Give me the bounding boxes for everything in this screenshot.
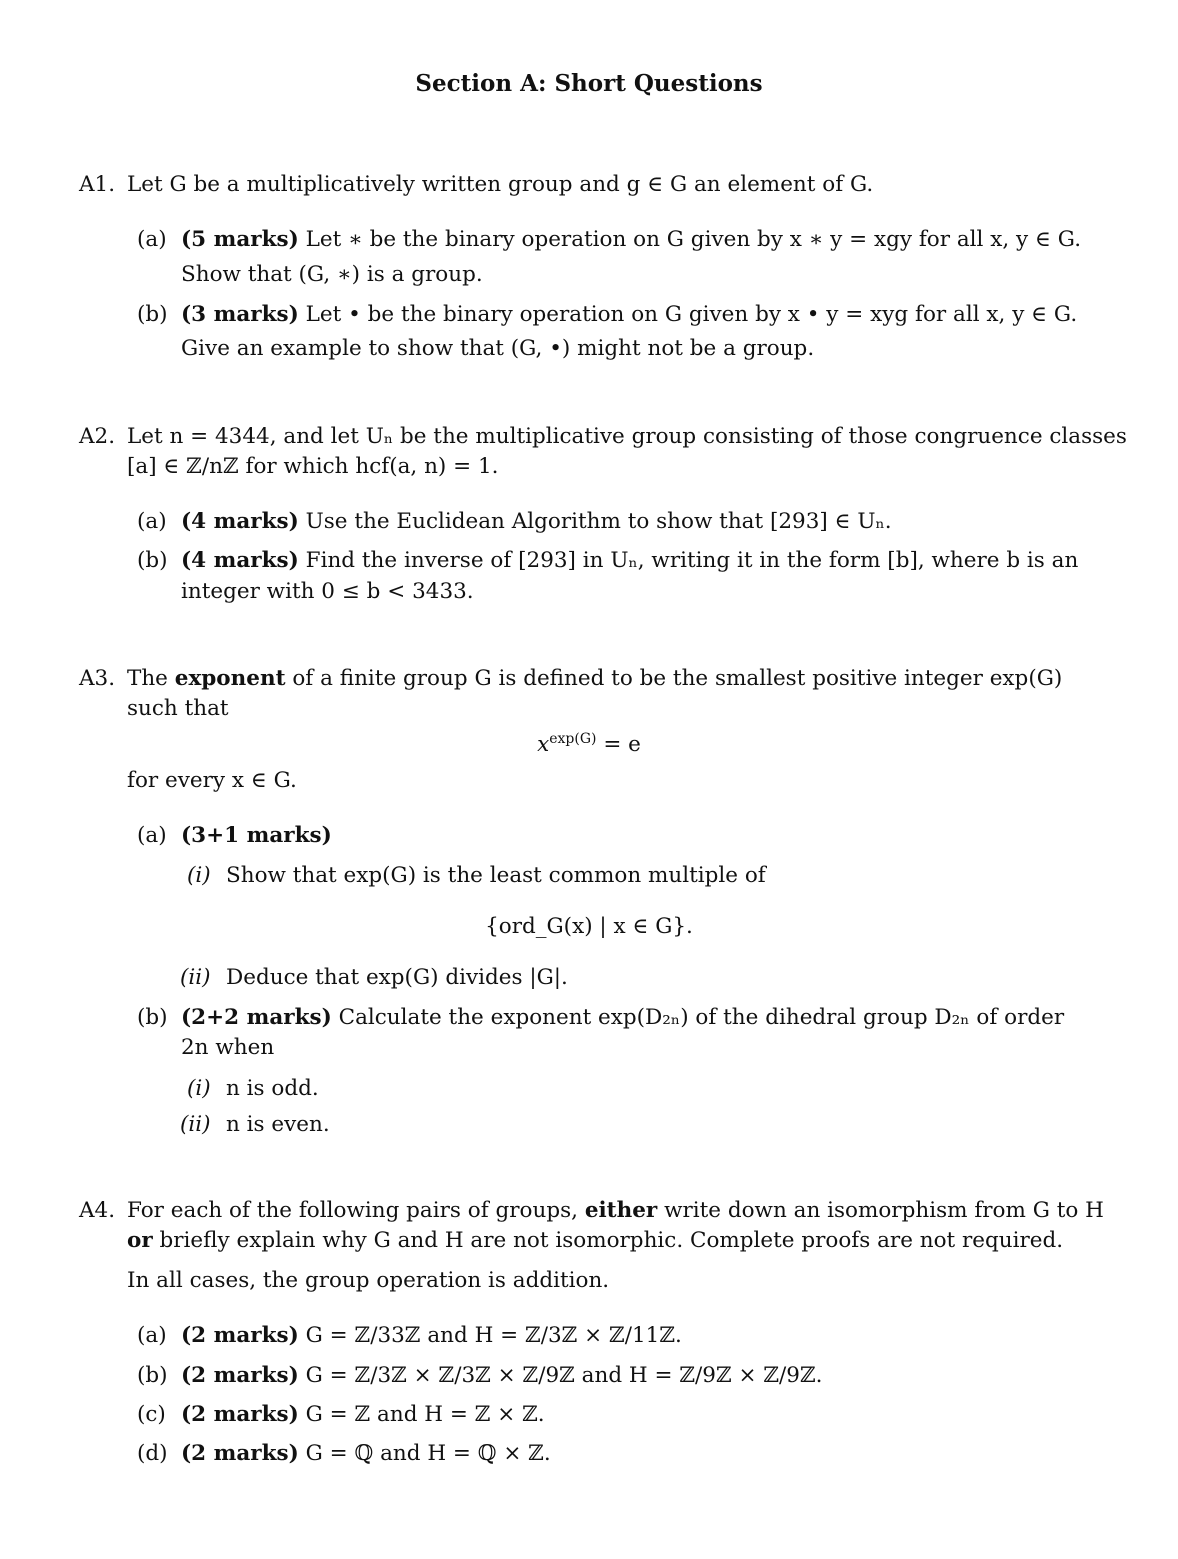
a4-item-text: G = ℤ/3ℤ × ℤ/3ℤ × ℤ/9ℤ and H = ℤ/9ℤ × ℤ/9ℤ. (305, 1363, 823, 1388)
a3-a-label: (a) (137, 823, 167, 848)
a1-b-marks: (3 marks) (181, 302, 299, 327)
a4-item (181, 1361, 823, 1391)
a4-item-label: (d) (137, 1441, 168, 1466)
a2-b-line1 (181, 546, 1078, 576)
a3-b-ii-text: n is even. (226, 1112, 330, 1137)
a4-item-marks: (2 marks) (181, 1402, 299, 1427)
a2-a-label: (a) (137, 509, 167, 534)
a3-exponent-formula (0, 724, 1178, 760)
a2-a-line1 (181, 507, 892, 537)
a2-b-line2: integer with 0 ≤ b < 3433. (181, 579, 474, 604)
a3-intro-line3: for every x ∈ G. (127, 768, 297, 793)
a1-b-label: (b) (137, 302, 168, 327)
a3-intro-post: of a finite group G is defined to be the smallest positive integer exp(G) (292, 666, 1063, 691)
a4-item-text: G = ℤ and H = ℤ × ℤ. (305, 1402, 545, 1427)
a4-item-marks: (2 marks) (181, 1323, 299, 1348)
a2-a-text: Use the Euclidean Algorithm to show that [293] ∈ Uₙ. (305, 509, 892, 534)
a3-intro-line2: such that (127, 696, 229, 721)
a4-item-marks: (2 marks) (181, 1363, 299, 1388)
a3-a-ii-label-text: (ii) (180, 965, 211, 990)
a4-item (181, 1321, 682, 1351)
a3-a-i-label (187, 861, 211, 891)
a4-intro-line2-text: briefly explain why G and H are not isomorphic. Complete proofs are not required. (159, 1228, 1064, 1253)
question-number-a1: A1. (79, 172, 116, 197)
a1-b-text: Let • be the binary operation on G given by x • y = xyg for all x, y ∈ G. (305, 302, 1078, 327)
a4-item-marks: (2 marks) (181, 1441, 299, 1466)
a1-a-line1 (181, 225, 1081, 255)
a3-a-i-label-text: (i) (187, 863, 211, 888)
a4-intro-line3: In all cases, the group operation is addition. (127, 1268, 610, 1293)
a3-b-text: Calculate the exponent exp(D₂ₙ) of the dihedral group D₂ₙ of order (338, 1005, 1065, 1030)
a4-intro-line2 (127, 1226, 1063, 1256)
a2-intro-line2: [a] ∈ ℤ/nℤ for which hcf(a, n) = 1. (127, 454, 499, 479)
a1-intro: Let G be a multiplicatively written group and g ∈ G an element of G. (127, 172, 874, 197)
a3-a-marks (181, 821, 332, 851)
question-number-a2: A2. (79, 424, 116, 449)
a2-b-marks: (4 marks) (181, 548, 299, 573)
a4-intro-pre: For each of the following pairs of groups, (127, 1198, 578, 1223)
a3-b-line1 (181, 1003, 1064, 1033)
a4-item (181, 1400, 545, 1430)
a3-b-ii-label (180, 1110, 211, 1140)
formula-superscript: exp(G) (549, 731, 597, 747)
a4-or: or (127, 1228, 153, 1253)
a4-item-text: G = ℤ/33ℤ and H = ℤ/3ℤ × ℤ/11ℤ. (305, 1323, 682, 1348)
a3-a-i-text: Show that exp(G) is the least common multiple of (226, 863, 766, 888)
formula-base: x (537, 732, 550, 758)
a3-a-marks-text: (3+1 marks) (181, 823, 332, 848)
a3-set-formula: {ord_G(x) | x ∈ G}. (485, 914, 693, 939)
a1-a-label: (a) (137, 227, 167, 252)
a4-item-label: (b) (137, 1363, 168, 1388)
a3-b-ii-label-text: (ii) (180, 1112, 211, 1137)
a2-b-label: (b) (137, 548, 168, 573)
a1-a-marks: (5 marks) (181, 227, 299, 252)
a1-a-text: Let ∗ be the binary operation on G given by x ∗ y = xgy for all x, y ∈ G. (305, 227, 1082, 252)
a4-item-label: (a) (137, 1323, 167, 1348)
a4-either: either (584, 1198, 658, 1223)
a2-intro-line1: Let n = 4344, and let Uₙ be the multiplicative group consisting of those congruence classes (127, 424, 1127, 449)
a4-item-text: G = ℚ and H = ℚ × ℤ. (305, 1441, 551, 1466)
a1-b-line2: Give an example to show that (G, •) might not be a group. (181, 336, 815, 361)
a1-a-line2: Show that (G, ∗) is a group. (181, 262, 483, 287)
a3-a-ii-text: Deduce that exp(G) divides |G|. (226, 965, 568, 990)
section-title: Section A: Short Questions (415, 70, 763, 97)
question-number-a4: A4. (79, 1198, 116, 1223)
a2-a-marks: (4 marks) (181, 509, 299, 534)
a1-b-line1 (181, 300, 1077, 330)
a3-intro-line1 (127, 664, 1062, 694)
a4-item (181, 1439, 551, 1469)
formula-rest: = e (603, 732, 641, 758)
a3-b-i-label (187, 1074, 211, 1104)
a3-term-exponent: exponent (174, 666, 286, 691)
question-number-a3: A3. (79, 666, 116, 691)
a3-b-label: (b) (137, 1005, 168, 1030)
a3-b-i-label-text: (i) (187, 1076, 211, 1101)
a4-intro-post: write down an isomorphism from G to H (664, 1198, 1104, 1223)
a2-b-text: Find the inverse of [293] in Uₙ, writing it in the form [b], where b is an (305, 548, 1079, 573)
a3-b-i-text: n is odd. (226, 1076, 319, 1101)
a4-item-label: (c) (137, 1402, 166, 1427)
a3-b-line2: 2n when (181, 1035, 275, 1060)
a3-a-ii-label (180, 963, 211, 993)
a4-intro-line1 (127, 1196, 1104, 1226)
a3-b-marks: (2+2 marks) (181, 1005, 332, 1030)
a3-intro-pre: The (127, 666, 168, 691)
